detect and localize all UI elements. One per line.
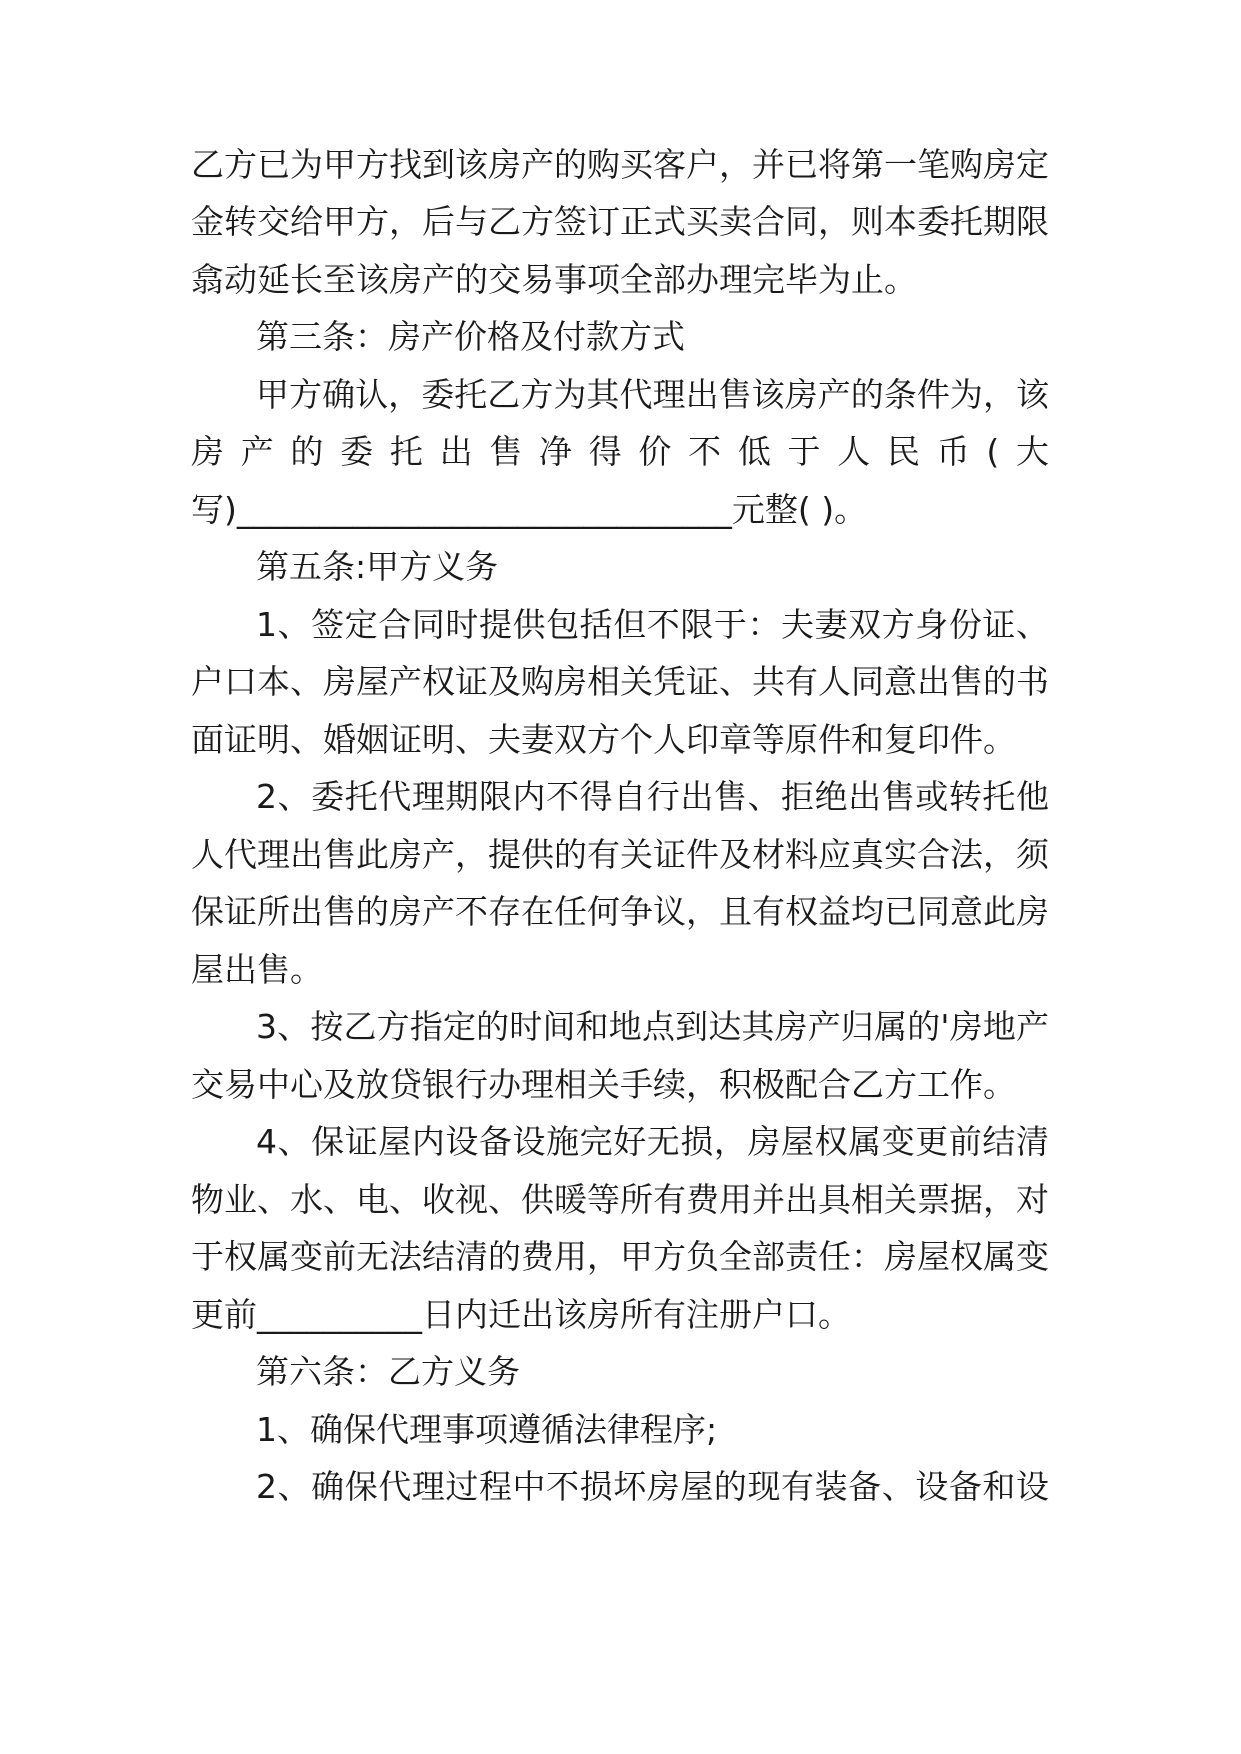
paragraph-line: 金转交给甲方，后与乙方签订正式买卖合同，则本委托期限 [191,202,1049,241]
paragraph-line: 1、签定合同时提供包括但不限于：夫妻双方身份证、 [256,605,1049,644]
paragraph-line: 甲方确认，委托乙方为其代理出售该房产的条件为，该 [256,375,1049,414]
paragraph-line: 交易中心及放贷银行办理相关手续，积极配合乙方工作。 [191,1065,1016,1104]
section-heading: 第三条：房产价格及付款方式 [256,317,685,356]
section-heading: 第五条:甲方义务 [256,547,499,586]
price-blank-line: 写)______________________________元整( )。 [191,490,868,529]
paragraph-line: 房产的委托出售净得价不低于人民币(大 [191,432,1049,471]
paragraph-line: 翕动延长至该房产的交易事项全部办理完毕为止。 [191,260,917,299]
days-blank-line: 更前__________日内迁出该房所有注册户口。 [191,1295,851,1334]
section-heading: 第六条：乙方义务 [256,1352,520,1391]
paragraph-line: 乙方已为甲方找到该房产的购买客户，并已将第一笔购房定 [191,145,1049,184]
paragraph-line: 于权属变前无法结清的费用，甲方负全部责任：房屋权属变 [191,1237,1049,1276]
paragraph-line: 屋出售。 [191,950,323,989]
paragraph-line: 4、保证屋内设备设施完好无损，房屋权属变更前结清 [256,1122,1049,1161]
paragraph-line: 人代理出售此房产，提供的有关证件及材料应真实合法，须 [191,835,1049,874]
paragraph-line: 保证所出售的房产不存在任何争议，且有权益均已同意此房 [191,892,1049,931]
paragraph-line: 3、按乙方指定的时间和地点到达其房产归属的'房地产 [256,1007,1049,1046]
paragraph-line: 物业、水、电、收视、供暖等所有费用并出具相关票据，对 [191,1180,1049,1219]
paragraph-line: 2、委托代理期限内不得自行出售、拒绝出售或转托他 [256,777,1049,816]
paragraph-line: 面证明、婚姻证明、夫妻双方个人印章等原件和复印件。 [191,720,1016,759]
paragraph-line: 2、确保代理过程中不损坏房屋的现有装备、设备和设 [256,1467,1049,1506]
paragraph-line: 户口本、房屋产权证及购房相关凭证、共有人同意出售的书 [191,662,1049,701]
paragraph-line: 1、确保代理事项遵循法律程序; [256,1410,718,1449]
